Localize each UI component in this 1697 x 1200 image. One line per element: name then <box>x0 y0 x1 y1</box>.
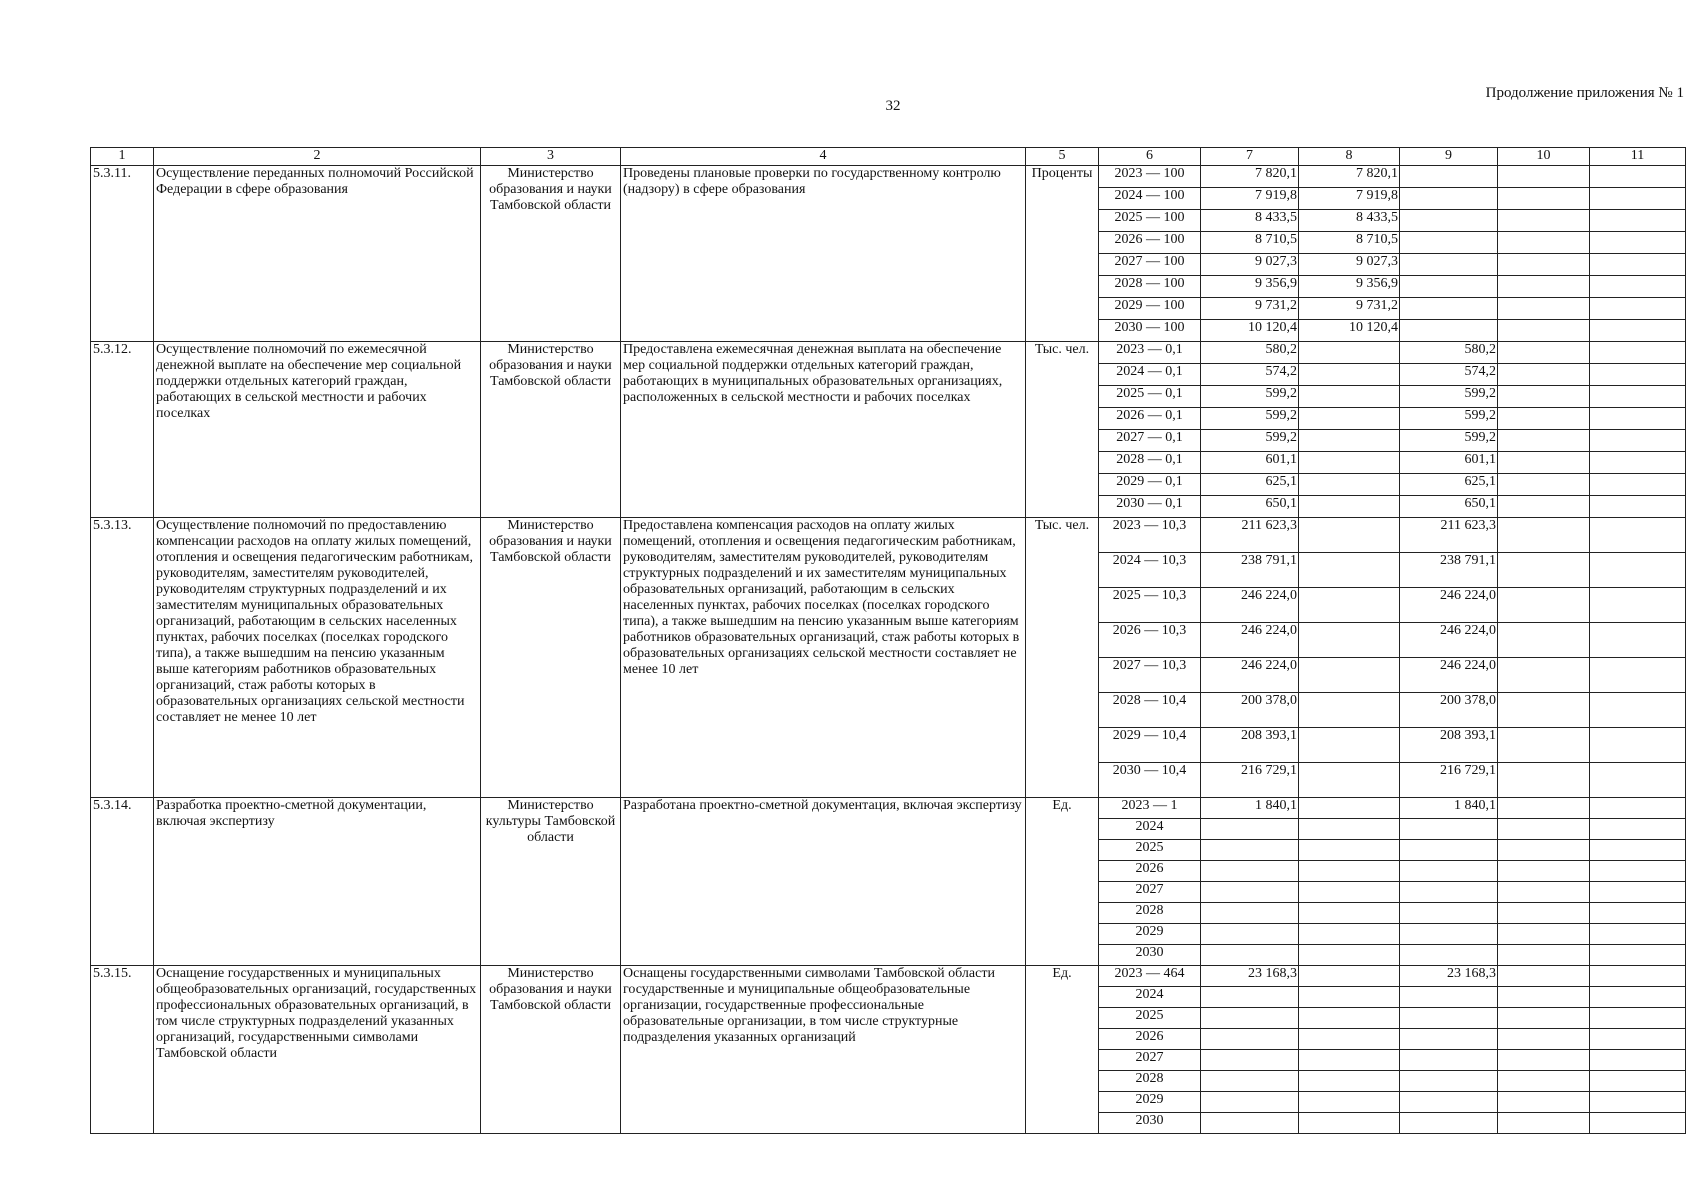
local-cell <box>1498 861 1590 882</box>
item-number: 5.3.13. <box>91 518 154 798</box>
item-number: 5.3.11. <box>91 166 154 342</box>
col-header: 6 <box>1099 148 1201 166</box>
regional-cell <box>1400 1113 1498 1134</box>
regional-cell: 238 791,1 <box>1400 553 1498 588</box>
federal-cell <box>1299 945 1400 966</box>
local-cell <box>1498 693 1590 728</box>
col-header: 11 <box>1590 148 1686 166</box>
local-cell <box>1498 819 1590 840</box>
total-cell <box>1201 1029 1299 1050</box>
other-cell <box>1590 693 1686 728</box>
year-target-cell: 2023 — 100 <box>1099 166 1201 188</box>
federal-cell <box>1299 408 1400 430</box>
item-name: Осуществление полномочий по предоставлению компенсации расходов на оплату жилых помещений, отопления и освещения педагогическим работникам, руководителям, заместителям руководителей, руководителям структурных подразделений и их заместителям муниципальных образовательных организаций, работающим в сельских населенных пунктах, рабочих поселках (поселках городского типа), а также вышедшим на пенсию указанным выше категориям работников образовательных организаций, стаж работы которых в образовательных организациях сельской местности составляет не менее 10 лет <box>154 518 481 798</box>
other-cell <box>1590 728 1686 763</box>
total-cell: 8 433,5 <box>1201 210 1299 232</box>
other-cell <box>1590 1071 1686 1092</box>
total-cell <box>1201 1008 1299 1029</box>
local-cell <box>1498 166 1590 188</box>
regional-cell <box>1400 1008 1498 1029</box>
local-cell <box>1498 298 1590 320</box>
other-cell <box>1590 623 1686 658</box>
federal-cell <box>1299 518 1400 553</box>
federal-cell: 9 027,3 <box>1299 254 1400 276</box>
local-cell <box>1498 254 1590 276</box>
regional-cell <box>1400 320 1498 342</box>
regional-cell <box>1400 882 1498 903</box>
other-cell <box>1590 364 1686 386</box>
federal-cell <box>1299 658 1400 693</box>
header-row <box>91 148 1686 166</box>
total-cell: 211 623,3 <box>1201 518 1299 553</box>
local-cell <box>1498 1029 1590 1050</box>
year-target-cell: 2028 — 100 <box>1099 276 1201 298</box>
year-target-cell: 2029 — 100 <box>1099 298 1201 320</box>
other-cell <box>1590 474 1686 496</box>
year-target-cell: 2030 — 100 <box>1099 320 1201 342</box>
total-cell: 574,2 <box>1201 364 1299 386</box>
regional-cell <box>1400 232 1498 254</box>
total-cell: 599,2 <box>1201 386 1299 408</box>
federal-cell: 10 120,4 <box>1299 320 1400 342</box>
local-cell <box>1498 966 1590 987</box>
table-row <box>91 166 1686 188</box>
total-cell: 246 224,0 <box>1201 623 1299 658</box>
regional-cell: 625,1 <box>1400 474 1498 496</box>
local-cell <box>1498 364 1590 386</box>
federal-cell: 9 731,2 <box>1299 298 1400 320</box>
table-row <box>91 342 1686 364</box>
expected-result: Проведены плановые проверки по государственному контролю (надзору) в сфере образования <box>621 166 1026 342</box>
item-number: 5.3.12. <box>91 342 154 518</box>
local-cell <box>1498 945 1590 966</box>
responsible-agency: Министерство образования и науки Тамбовской области <box>481 966 621 1134</box>
local-cell <box>1498 320 1590 342</box>
total-cell: 23 168,3 <box>1201 966 1299 987</box>
year-target-cell: 2026 — 10,3 <box>1099 623 1201 658</box>
total-cell: 599,2 <box>1201 408 1299 430</box>
local-cell <box>1498 840 1590 861</box>
year-target-cell: 2027 — 0,1 <box>1099 430 1201 452</box>
federal-cell <box>1299 987 1400 1008</box>
local-cell <box>1498 658 1590 693</box>
responsible-agency: Министерство культуры Тамбовской области <box>481 798 621 966</box>
federal-cell <box>1299 882 1400 903</box>
regional-cell <box>1400 903 1498 924</box>
other-cell <box>1590 430 1686 452</box>
program-table-wrapper <box>90 147 1685 1134</box>
regional-cell: 574,2 <box>1400 364 1498 386</box>
local-cell <box>1498 452 1590 474</box>
other-cell <box>1590 496 1686 518</box>
regional-cell: 1 840,1 <box>1400 798 1498 819</box>
local-cell <box>1498 518 1590 553</box>
local-cell <box>1498 623 1590 658</box>
federal-cell <box>1299 903 1400 924</box>
federal-cell <box>1299 1008 1400 1029</box>
year-target-cell: 2028 <box>1099 903 1201 924</box>
local-cell <box>1498 496 1590 518</box>
local-cell <box>1498 474 1590 496</box>
regional-cell: 650,1 <box>1400 496 1498 518</box>
expected-result: Предоставлена ежемесячная денежная выплата на обеспечение мер социальной поддержки отдельных категорий граждан, работающих в муниципальных образовательных организациях, расположенных в сельской местности и рабочих поселках <box>621 342 1026 518</box>
regional-cell <box>1400 166 1498 188</box>
total-cell: 246 224,0 <box>1201 658 1299 693</box>
other-cell <box>1590 342 1686 364</box>
other-cell <box>1590 452 1686 474</box>
local-cell <box>1498 553 1590 588</box>
local-cell <box>1498 276 1590 298</box>
federal-cell <box>1299 693 1400 728</box>
federal-cell <box>1299 763 1400 798</box>
other-cell <box>1590 1050 1686 1071</box>
year-target-cell: 2023 — 10,3 <box>1099 518 1201 553</box>
other-cell <box>1590 861 1686 882</box>
regional-cell <box>1400 987 1498 1008</box>
federal-cell <box>1299 588 1400 623</box>
item-name: Оснащение государственных и муниципальных общеобразовательных организаций, государственных профессиональных образовательных организаций, в том числе структурных подразделений указанных организаций, государственными символами Тамбовской области <box>154 966 481 1134</box>
total-cell: 9 731,2 <box>1201 298 1299 320</box>
other-cell <box>1590 518 1686 553</box>
total-cell: 599,2 <box>1201 430 1299 452</box>
regional-cell: 599,2 <box>1400 408 1498 430</box>
unit-of-measure: Проценты <box>1026 166 1099 342</box>
federal-cell <box>1299 452 1400 474</box>
local-cell <box>1498 763 1590 798</box>
total-cell: 9 356,9 <box>1201 276 1299 298</box>
table-row <box>91 966 1686 987</box>
year-target-cell: 2026 <box>1099 1029 1201 1050</box>
total-cell <box>1201 1092 1299 1113</box>
col-header: 3 <box>481 148 621 166</box>
regional-cell <box>1400 1029 1498 1050</box>
total-cell <box>1201 987 1299 1008</box>
federal-cell <box>1299 840 1400 861</box>
other-cell <box>1590 188 1686 210</box>
year-target-cell: 2028 — 0,1 <box>1099 452 1201 474</box>
local-cell <box>1498 798 1590 819</box>
regional-cell <box>1400 188 1498 210</box>
total-cell: 216 729,1 <box>1201 763 1299 798</box>
regional-cell: 200 378,0 <box>1400 693 1498 728</box>
expected-result: Разработана проектно-сметной документация, включая экспертизу <box>621 798 1026 966</box>
total-cell: 1 840,1 <box>1201 798 1299 819</box>
other-cell <box>1590 320 1686 342</box>
other-cell <box>1590 882 1686 903</box>
year-target-cell: 2025 <box>1099 840 1201 861</box>
unit-of-measure: Тыс. чел. <box>1026 342 1099 518</box>
other-cell <box>1590 210 1686 232</box>
other-cell <box>1590 798 1686 819</box>
col-header: 9 <box>1400 148 1498 166</box>
federal-cell <box>1299 924 1400 945</box>
federal-cell: 7 820,1 <box>1299 166 1400 188</box>
federal-cell <box>1299 553 1400 588</box>
total-cell: 238 791,1 <box>1201 553 1299 588</box>
local-cell <box>1498 1008 1590 1029</box>
total-cell: 208 393,1 <box>1201 728 1299 763</box>
item-name: Осуществление полномочий по ежемесячной денежной выплате на обеспечение мер социальной поддержки отдельных категорий граждан, работающих в сельской местности и рабочих поселках <box>154 342 481 518</box>
regional-cell <box>1400 254 1498 276</box>
unit-of-measure: Ед. <box>1026 798 1099 966</box>
regional-cell <box>1400 840 1498 861</box>
year-target-cell: 2029 — 10,4 <box>1099 728 1201 763</box>
total-cell: 10 120,4 <box>1201 320 1299 342</box>
local-cell <box>1498 987 1590 1008</box>
regional-cell: 599,2 <box>1400 430 1498 452</box>
expected-result: Оснащены государственными символами Тамбовской области государственные и муниципальные общеобразовательные организации, государственные профессиональные образовательные организации, в том числе структурные подразделения указанных организаций <box>621 966 1026 1134</box>
regional-cell <box>1400 945 1498 966</box>
responsible-agency: Министерство образования и науки Тамбовской области <box>481 166 621 342</box>
local-cell <box>1498 882 1590 903</box>
regional-cell: 208 393,1 <box>1400 728 1498 763</box>
regional-cell <box>1400 1071 1498 1092</box>
year-target-cell: 2024 — 10,3 <box>1099 553 1201 588</box>
total-cell <box>1201 1113 1299 1134</box>
regional-cell <box>1400 298 1498 320</box>
regional-cell <box>1400 210 1498 232</box>
regional-cell <box>1400 861 1498 882</box>
other-cell <box>1590 276 1686 298</box>
year-target-cell: 2030 — 0,1 <box>1099 496 1201 518</box>
federal-cell: 7 919,8 <box>1299 188 1400 210</box>
year-target-cell: 2027 <box>1099 882 1201 903</box>
total-cell <box>1201 861 1299 882</box>
year-target-cell: 2030 — 10,4 <box>1099 763 1201 798</box>
col-header: 10 <box>1498 148 1590 166</box>
item-name: Осуществление переданных полномочий Российской Федерации в сфере образования <box>154 166 481 342</box>
local-cell <box>1498 408 1590 430</box>
expected-result: Предоставлена компенсация расходов на оплату жилых помещений, отопления и освещения педагогическим работникам, руководителям, заместителям руководителей, руководителям структурных подразделений и их заместителям муниципальных образовательных организаций, работающим в сельских населенных пунктах, рабочих поселках (поселках городского типа), а также вышедшим на пенсию указанным выше категориям работников образовательных организаций, стаж работы которых в образовательных организациях сельской местности составляет не менее 10 лет <box>621 518 1026 798</box>
local-cell <box>1498 924 1590 945</box>
total-cell: 246 224,0 <box>1201 588 1299 623</box>
year-target-cell: 2030 <box>1099 945 1201 966</box>
responsible-agency: Министерство образования и науки Тамбовской области <box>481 342 621 518</box>
local-cell <box>1498 588 1590 623</box>
federal-cell: 9 356,9 <box>1299 276 1400 298</box>
regional-cell: 23 168,3 <box>1400 966 1498 987</box>
federal-cell <box>1299 728 1400 763</box>
federal-cell <box>1299 819 1400 840</box>
other-cell <box>1590 588 1686 623</box>
local-cell <box>1498 1071 1590 1092</box>
year-target-cell: 2028 <box>1099 1071 1201 1092</box>
federal-cell <box>1299 342 1400 364</box>
year-target-cell: 2023 — 464 <box>1099 966 1201 987</box>
regional-cell: 246 224,0 <box>1400 623 1498 658</box>
local-cell <box>1498 903 1590 924</box>
federal-cell <box>1299 1029 1400 1050</box>
federal-cell <box>1299 798 1400 819</box>
local-cell <box>1498 232 1590 254</box>
federal-cell <box>1299 1113 1400 1134</box>
total-cell: 200 378,0 <box>1201 693 1299 728</box>
total-cell: 9 027,3 <box>1201 254 1299 276</box>
other-cell <box>1590 553 1686 588</box>
unit-of-measure: Тыс. чел. <box>1026 518 1099 798</box>
total-cell <box>1201 1050 1299 1071</box>
regional-cell: 580,2 <box>1400 342 1498 364</box>
table-row <box>91 518 1686 553</box>
total-cell: 7 820,1 <box>1201 166 1299 188</box>
local-cell <box>1498 210 1590 232</box>
regional-cell <box>1400 1050 1498 1071</box>
total-cell <box>1201 840 1299 861</box>
year-target-cell: 2029 <box>1099 924 1201 945</box>
regional-cell <box>1400 276 1498 298</box>
total-cell: 601,1 <box>1201 452 1299 474</box>
other-cell <box>1590 166 1686 188</box>
year-target-cell: 2027 <box>1099 1050 1201 1071</box>
page-number: 32 <box>885 98 901 114</box>
year-target-cell: 2026 — 0,1 <box>1099 408 1201 430</box>
regional-cell <box>1400 1092 1498 1113</box>
total-cell <box>1201 945 1299 966</box>
total-cell: 7 919,8 <box>1201 188 1299 210</box>
unit-of-measure: Ед. <box>1026 966 1099 1134</box>
year-target-cell: 2030 <box>1099 1113 1201 1134</box>
other-cell <box>1590 966 1686 987</box>
total-cell: 580,2 <box>1201 342 1299 364</box>
year-target-cell: 2027 — 100 <box>1099 254 1201 276</box>
other-cell <box>1590 386 1686 408</box>
year-target-cell: 2025 — 100 <box>1099 210 1201 232</box>
federal-cell <box>1299 1050 1400 1071</box>
other-cell <box>1590 658 1686 693</box>
local-cell <box>1498 386 1590 408</box>
responsible-agency: Министерство образования и науки Тамбовской области <box>481 518 621 798</box>
other-cell <box>1590 232 1686 254</box>
other-cell <box>1590 987 1686 1008</box>
local-cell <box>1498 1050 1590 1071</box>
regional-cell: 601,1 <box>1400 452 1498 474</box>
year-target-cell: 2024 <box>1099 819 1201 840</box>
year-target-cell: 2027 — 10,3 <box>1099 658 1201 693</box>
total-cell <box>1201 819 1299 840</box>
federal-cell <box>1299 623 1400 658</box>
col-header: 2 <box>154 148 481 166</box>
local-cell <box>1498 1092 1590 1113</box>
year-target-cell: 2026 — 100 <box>1099 232 1201 254</box>
year-target-cell: 2025 — 10,3 <box>1099 588 1201 623</box>
local-cell <box>1498 430 1590 452</box>
regional-cell: 246 224,0 <box>1400 658 1498 693</box>
regional-cell: 599,2 <box>1400 386 1498 408</box>
regional-cell <box>1400 819 1498 840</box>
local-cell <box>1498 1113 1590 1134</box>
federal-cell <box>1299 861 1400 882</box>
other-cell <box>1590 254 1686 276</box>
col-header: 1 <box>91 148 154 166</box>
local-cell <box>1498 188 1590 210</box>
local-cell <box>1498 728 1590 763</box>
federal-cell <box>1299 364 1400 386</box>
other-cell <box>1590 1113 1686 1134</box>
federal-cell <box>1299 966 1400 987</box>
federal-cell: 8 433,5 <box>1299 210 1400 232</box>
regional-cell: 216 729,1 <box>1400 763 1498 798</box>
regional-cell <box>1400 924 1498 945</box>
year-target-cell: 2026 <box>1099 861 1201 882</box>
continuation-label: Продолжение приложения № 1 <box>1485 85 1684 101</box>
year-target-cell: 2023 — 1 <box>1099 798 1201 819</box>
other-cell <box>1590 763 1686 798</box>
year-target-cell: 2023 — 0,1 <box>1099 342 1201 364</box>
federal-cell <box>1299 386 1400 408</box>
federal-cell <box>1299 474 1400 496</box>
federal-cell <box>1299 496 1400 518</box>
other-cell <box>1590 924 1686 945</box>
total-cell <box>1201 882 1299 903</box>
col-header: 7 <box>1201 148 1299 166</box>
total-cell <box>1201 903 1299 924</box>
other-cell <box>1590 408 1686 430</box>
item-name: Разработка проектно-сметной документации, включая экспертизу <box>154 798 481 966</box>
total-cell: 625,1 <box>1201 474 1299 496</box>
col-header: 8 <box>1299 148 1400 166</box>
year-target-cell: 2029 — 0,1 <box>1099 474 1201 496</box>
other-cell <box>1590 1092 1686 1113</box>
year-target-cell: 2025 <box>1099 1008 1201 1029</box>
year-target-cell: 2028 — 10,4 <box>1099 693 1201 728</box>
federal-cell <box>1299 1071 1400 1092</box>
total-cell <box>1201 924 1299 945</box>
year-target-cell: 2025 — 0,1 <box>1099 386 1201 408</box>
col-header: 4 <box>621 148 1026 166</box>
year-target-cell: 2029 <box>1099 1092 1201 1113</box>
table-row <box>91 798 1686 819</box>
federal-cell <box>1299 430 1400 452</box>
year-target-cell: 2024 — 0,1 <box>1099 364 1201 386</box>
other-cell <box>1590 819 1686 840</box>
total-cell <box>1201 1071 1299 1092</box>
table-body <box>91 166 1686 1134</box>
other-cell <box>1590 298 1686 320</box>
total-cell: 8 710,5 <box>1201 232 1299 254</box>
item-number: 5.3.14. <box>91 798 154 966</box>
other-cell <box>1590 1008 1686 1029</box>
regional-cell: 211 623,3 <box>1400 518 1498 553</box>
federal-cell: 8 710,5 <box>1299 232 1400 254</box>
item-number: 5.3.15. <box>91 966 154 1134</box>
other-cell <box>1590 945 1686 966</box>
federal-cell <box>1299 1092 1400 1113</box>
regional-cell: 246 224,0 <box>1400 588 1498 623</box>
year-target-cell: 2024 — 100 <box>1099 188 1201 210</box>
col-header: 5 <box>1026 148 1099 166</box>
other-cell <box>1590 1029 1686 1050</box>
total-cell: 650,1 <box>1201 496 1299 518</box>
year-target-cell: 2024 <box>1099 987 1201 1008</box>
other-cell <box>1590 840 1686 861</box>
program-table <box>90 147 1686 1134</box>
local-cell <box>1498 342 1590 364</box>
other-cell <box>1590 903 1686 924</box>
